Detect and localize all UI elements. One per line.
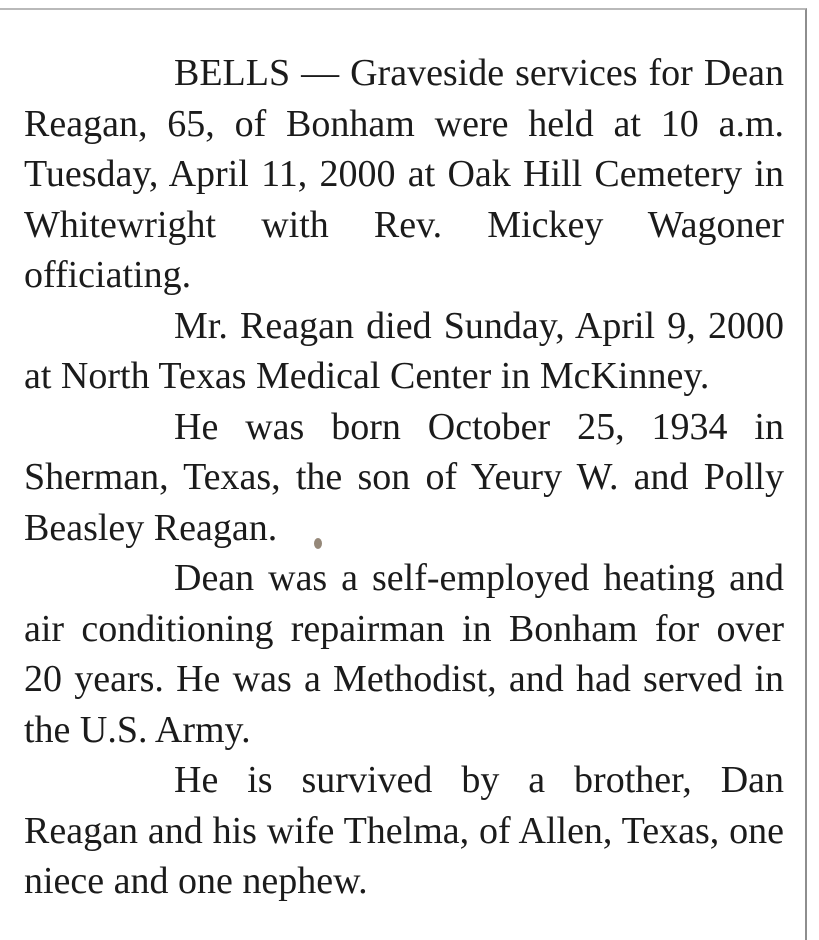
paragraph-services: BELLS — Graveside services for Dean Reagan, 65, of Bonham were held at 10 a.m. Tuesday, April 11, 2000 at Oak Hill Cemetery in Whitewright with Rev. Mickey Wagoner officiating. [24,52,784,296]
obituary-text-column [24,48,784,907]
paragraph-survivors: He is survived by a brother, Dan Reagan and his wife Thelma, of Allen, Texas, one niece and one nephew. [24,759,784,902]
paper-speck [314,538,322,549]
newspaper-clipping [0,8,807,940]
paragraph-death: Mr. Reagan died Sunday, April 9, 2000 at North Texas Medical Center in McKinney. [24,304,784,397]
paragraph-career: Dean was a self-employed heating and air conditioning repairman in Bonham for over 20 years. He was a Methodist, and had served in the U.S. Army. [24,557,784,751]
paragraph-birth: He was born October 25, 1934 in Sherman, Texas, the son of Yeury W. and Polly Beasley Reagan. [24,405,784,549]
paper-speck [94,828,98,832]
